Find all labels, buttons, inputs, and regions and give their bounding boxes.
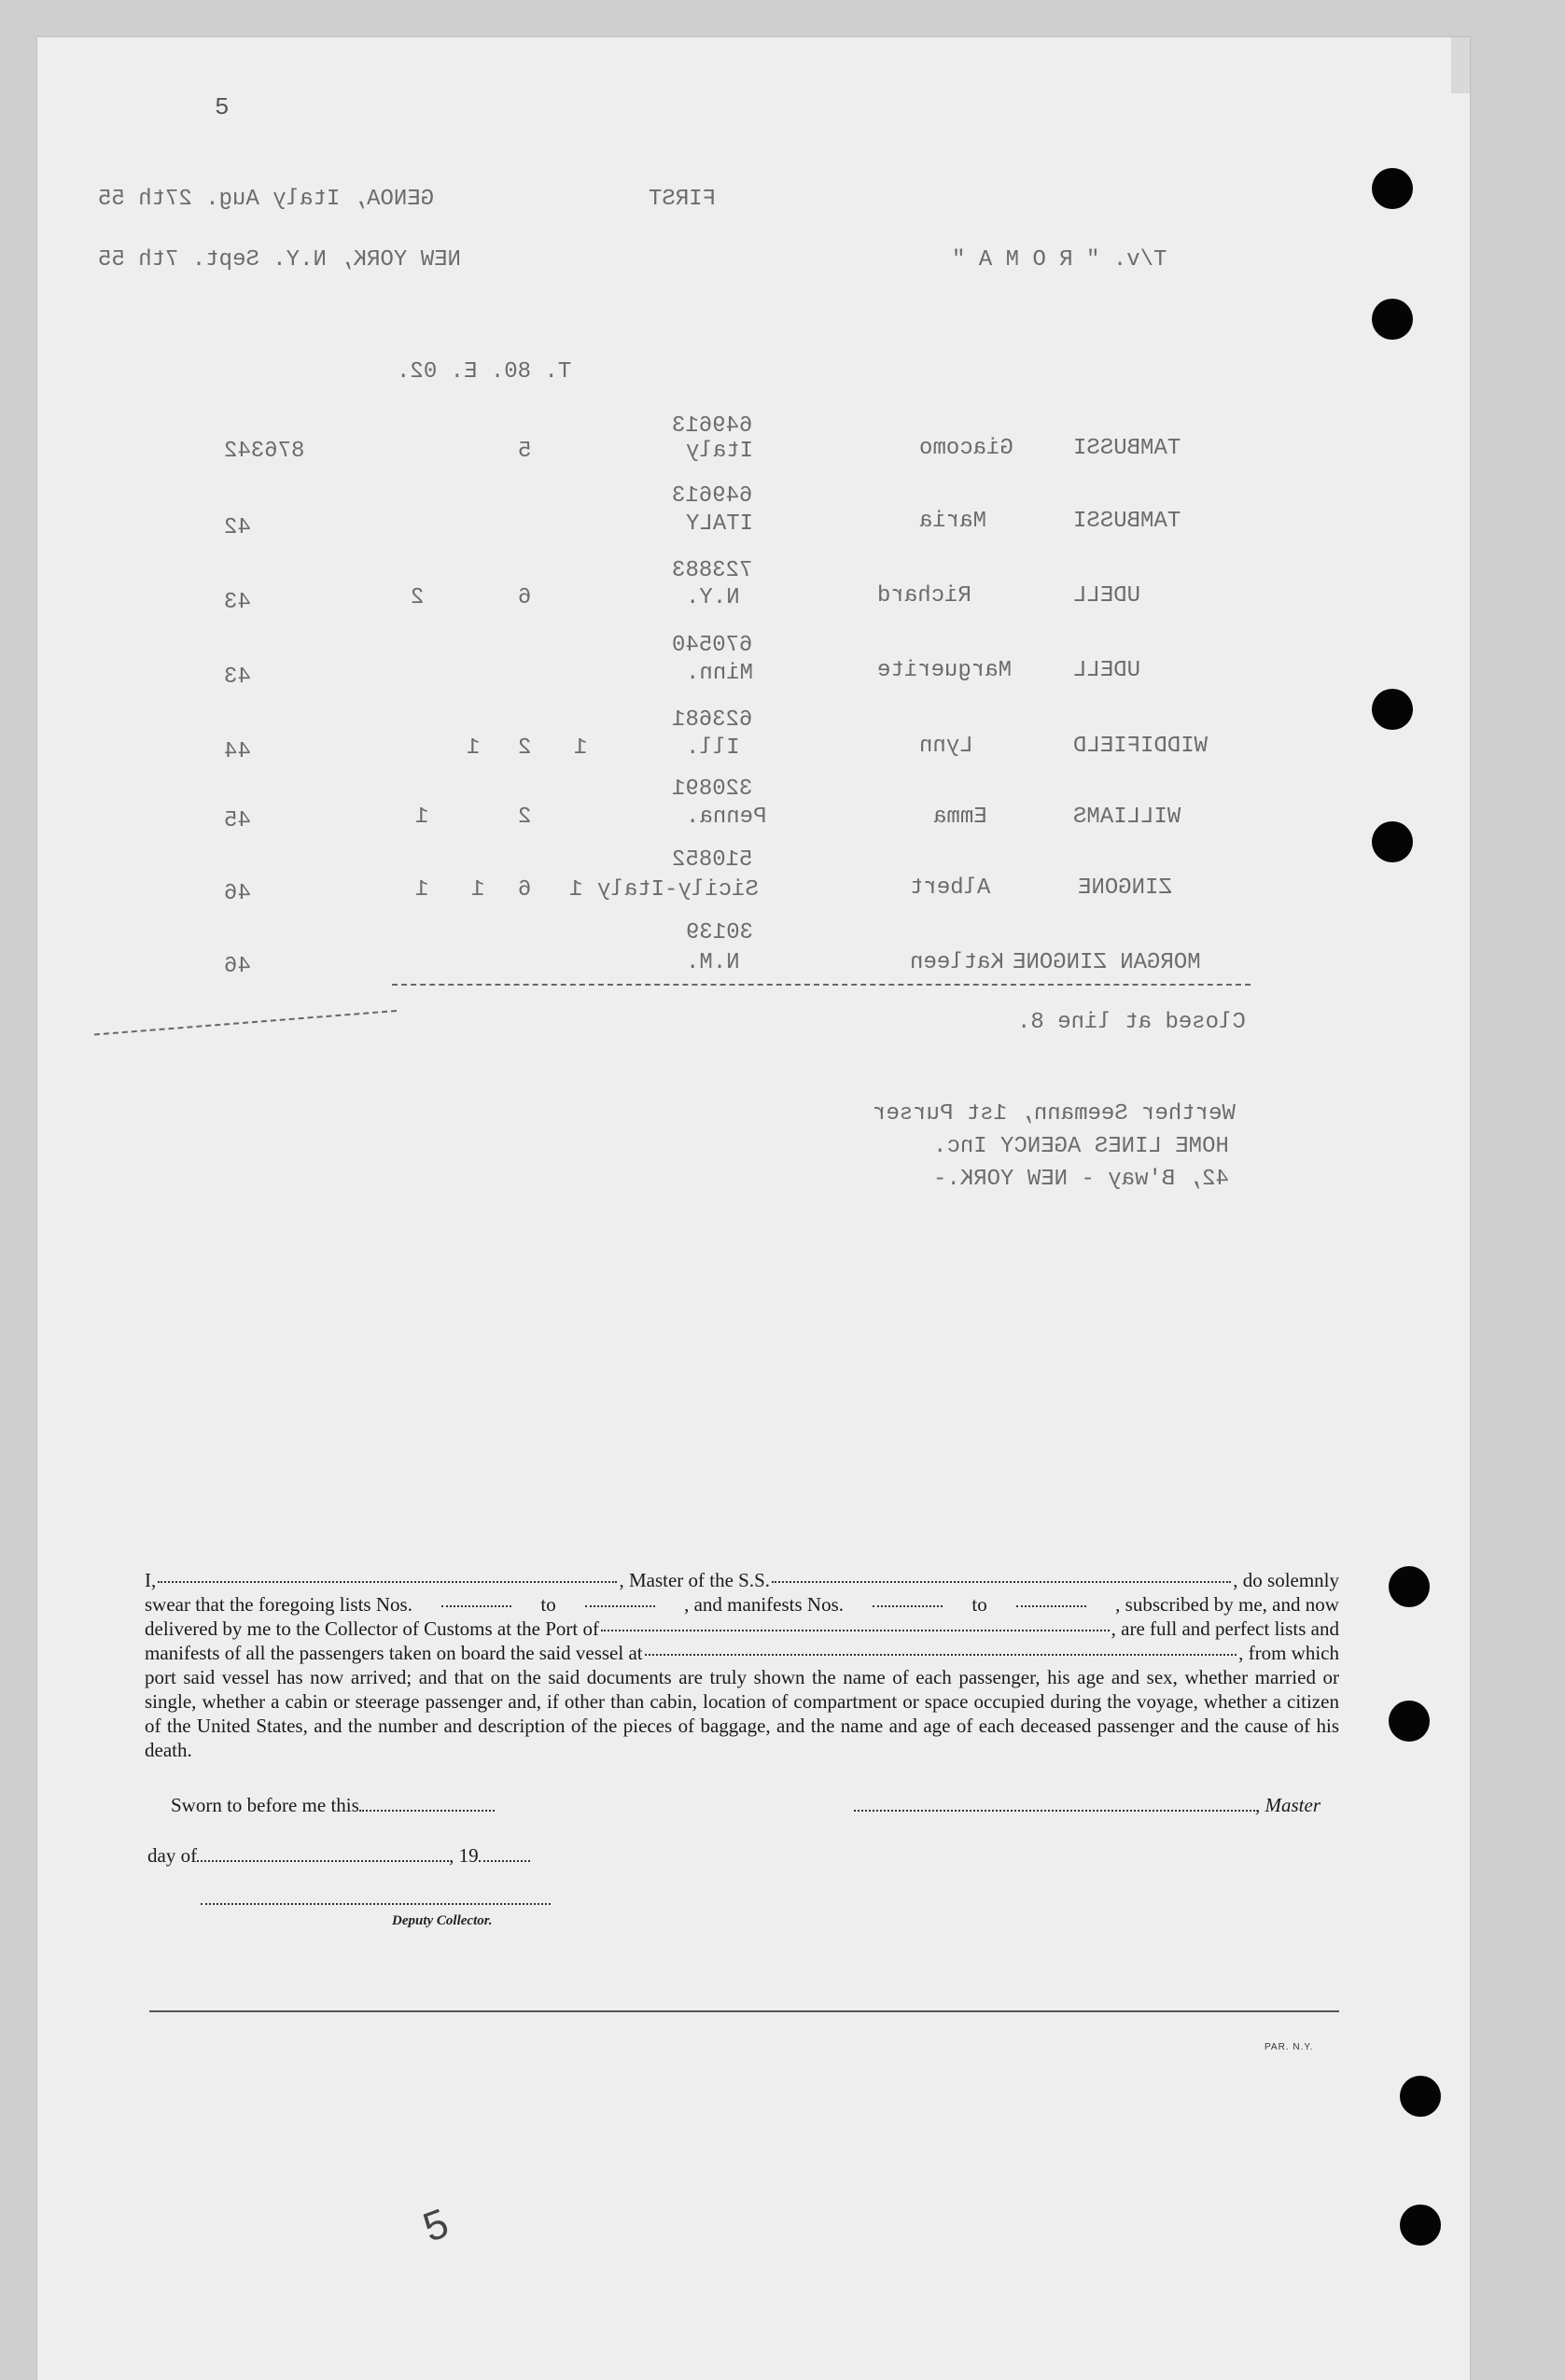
surname: TAMBUSSI (1073, 436, 1181, 461)
punch-hole (1372, 821, 1413, 862)
place: N.M. (686, 950, 740, 975)
column-value: 46 (224, 881, 251, 906)
oath-fragment: , do solemnly (1233, 1569, 1340, 1591)
sworn-label: Sworn to before me this (171, 1794, 359, 1816)
surname: UDELL (1073, 658, 1141, 683)
ref-number: 649613 (672, 483, 753, 509)
agency-name: HOME LINES AGENCY Inc. (933, 1134, 1229, 1159)
given-name: Richard (877, 583, 971, 609)
master-label: , Master (1255, 1794, 1320, 1816)
ref-number: 30139 (686, 920, 754, 945)
closed-note: Closed at line 8. (1017, 1010, 1246, 1035)
sworn-line (171, 1794, 495, 1817)
ref-number: 670540 (672, 633, 753, 658)
punch-hole (1400, 2076, 1441, 2117)
count: 5 (518, 439, 532, 464)
punch-hole (1400, 2205, 1441, 2246)
oath-text (145, 1568, 1339, 1762)
count: 1 (471, 877, 485, 903)
oath-fragment: , from which (1238, 1642, 1339, 1664)
deputy-collector-label: Deputy Collector. (392, 1913, 493, 1928)
count: 1 (574, 735, 588, 761)
count: 1 (415, 877, 429, 903)
oath-fragment: I, (145, 1569, 157, 1591)
year-label: , 19 (449, 1844, 479, 1867)
ref-number: 510852 (672, 847, 753, 873)
count: 6 (518, 877, 532, 903)
count: 6 (518, 585, 532, 610)
punch-hole (1372, 689, 1413, 730)
master-line (854, 1794, 1320, 1817)
place: N.Y. (686, 585, 740, 610)
given-name: Emma (933, 805, 987, 830)
punch-hole (1389, 1701, 1430, 1742)
oath-body: port said vessel has now arrived; and that on the said documents are truly shown the name of each passenger, his age and sex, whether married or single, whether a cabin or steerage passenger and, if other than cabin, location of compartment or space occupied during the voyage, whether a citizen of the United States, and the number and description of the pieces of baggage, and the name and age of each deceased passenger and the cause of his death. (145, 1666, 1339, 1761)
oath-line (145, 1617, 1339, 1641)
column-value: 45 (224, 808, 251, 833)
ref-number: 320891 (672, 777, 753, 802)
column-value: 44 (224, 739, 251, 764)
oath-line (145, 1592, 1339, 1617)
ship-name: T/v. " R O M A " (952, 247, 1167, 273)
given-name: Albert (910, 875, 991, 901)
ref-number: 723883 (672, 558, 753, 583)
oath-fragment: to (540, 1593, 556, 1616)
page-number: 5 (215, 93, 230, 121)
surname: ZINGONE (1078, 875, 1172, 901)
agency-address: 42, B'way - NEW YORK.- (933, 1167, 1229, 1192)
place: Minn. (686, 661, 754, 686)
oath-fragment: , are full and perfect lists and (1111, 1617, 1339, 1640)
given-name: Marguerite (877, 658, 1013, 683)
place: ITALY (686, 511, 754, 537)
ref-number: 649613 (672, 413, 753, 439)
count: 1 (467, 735, 481, 761)
oath-fragment: , subscribed by me, and now (1115, 1593, 1339, 1616)
column-value: 43 (224, 590, 251, 615)
bottom-rule (149, 2010, 1339, 2012)
oath-fragment: delivered by me to the Collector of Customs at the Port of (145, 1617, 599, 1640)
oath-line (145, 1568, 1339, 1592)
oath-fragment: swear that the foregoing lists Nos. (145, 1593, 412, 1616)
deputy-signature-line (201, 1887, 551, 1911)
column-value: 42 (224, 515, 251, 540)
surname: WILLIAMS (1073, 805, 1181, 830)
punch-hole (1372, 299, 1413, 340)
oath-fragment: to (971, 1593, 987, 1616)
column-value: 876342 (224, 439, 305, 464)
oath-fragment: , Master of the S.S. (619, 1569, 771, 1591)
day-line (147, 1844, 530, 1868)
oath-line (145, 1641, 1339, 1665)
count: 2 (411, 585, 425, 610)
count: 2 (518, 735, 532, 761)
surname: MORGAN ZINGONE (1013, 950, 1201, 975)
document-sheet (37, 37, 1470, 2380)
place: Sicily-Italy (597, 877, 759, 903)
code-line: T. 80. E. 02. (397, 359, 572, 385)
ref-number: 623681 (672, 707, 753, 733)
page-fold (1451, 37, 1470, 93)
day-label: day of (147, 1844, 198, 1867)
count: 1 (569, 877, 583, 903)
oath-fragment: manifests of all the passengers taken on board the said vessel at (145, 1642, 643, 1664)
surname: UDELL (1073, 583, 1141, 609)
class-label: FIRST (649, 187, 717, 212)
given-name: Giacomo (919, 436, 1013, 461)
place: Ill. (686, 735, 740, 761)
departure-line: GENOA, Italy Aug. 27th 55 (98, 187, 435, 212)
printer-mark: PAR. N.Y. (1265, 2042, 1314, 2052)
count: 2 (518, 805, 532, 830)
surname: WIDDIFIELD (1073, 734, 1209, 759)
oath-fragment: , and manifests Nos. (684, 1593, 845, 1616)
closing-line (392, 984, 1251, 986)
surname: TAMBUSSI (1073, 509, 1181, 534)
purser-signature: Werther Seemann, 1st Purser (873, 1101, 1236, 1127)
pencil-mark: 5 (417, 2200, 454, 2251)
given-name: Maria (919, 509, 987, 534)
count: 1 (415, 805, 429, 830)
arrival-line: NEW YORK, N.Y. Sept. 7th 55 (98, 247, 461, 273)
given-name: Katleen (910, 950, 1004, 975)
place: Italy (686, 439, 754, 464)
column-value: 46 (224, 954, 251, 979)
punch-hole (1389, 1566, 1430, 1607)
place: Penna. (686, 805, 767, 830)
column-value: 43 (224, 665, 251, 690)
punch-hole (1372, 168, 1413, 209)
given-name: Lynn (919, 734, 973, 759)
